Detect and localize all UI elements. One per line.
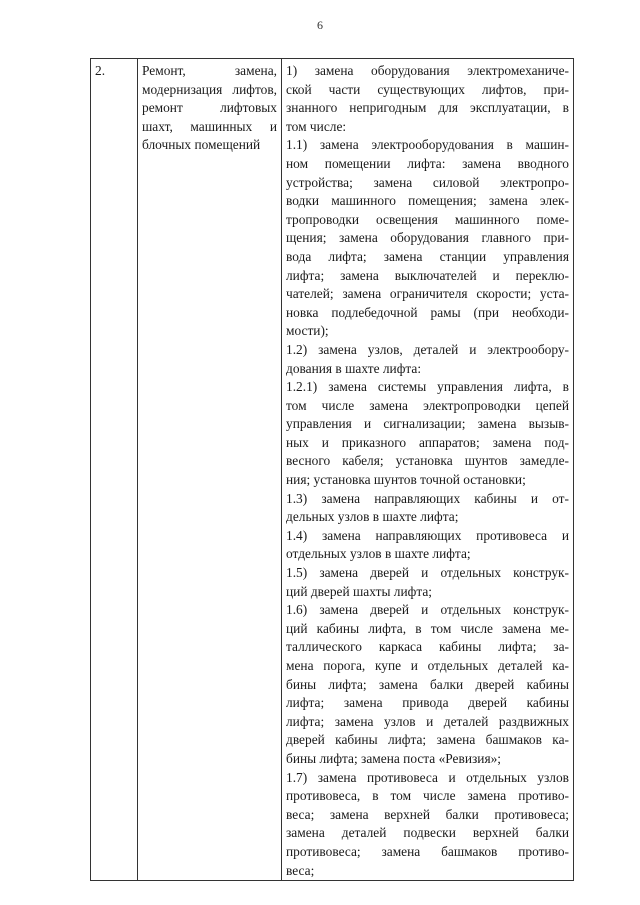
- description-line: 1.1) замена электрооборудования в машин-: [286, 137, 569, 153]
- description-paragraph: [286, 378, 569, 490]
- description-line: 1.2) замена узлов, деталей и электрообору-: [286, 341, 569, 357]
- description-line: дования в шахте лифта:: [286, 360, 422, 376]
- description-line: 1.7) замена противовеса и отдельных узлов: [286, 769, 569, 785]
- description-line: устройства; замена силовой электропро-: [286, 174, 569, 190]
- row-number: 2.: [91, 59, 138, 881]
- description-line: таллического каркаса кабины лифта; за-: [286, 639, 569, 655]
- description-line: ций кабины лифта, в том числе замена ме-: [286, 620, 569, 636]
- description-paragraph: [286, 490, 569, 527]
- description-line: противовеса, в том числе замена противо-: [286, 788, 569, 804]
- description-line: щения; замена оборудования главного при-: [286, 230, 569, 246]
- description-line: новка подлебедочной рамы (при необходи-: [286, 304, 569, 320]
- description-line: 1.6) замена дверей и отдельных конструк-: [286, 602, 569, 618]
- description-line: бины лифта; замена балки дверей кабины: [286, 676, 569, 692]
- description-line: том числе:: [286, 118, 347, 134]
- work-title-cell: [138, 59, 282, 881]
- description-line: мости);: [286, 323, 329, 339]
- description-line: 1.3) замена направляющих кабины и от-: [286, 490, 569, 506]
- description-line: веса;: [286, 862, 315, 878]
- description-line: ской части существующих лифтов, при-: [286, 81, 569, 97]
- description-line: лифта; замена привода дверей кабины: [286, 695, 569, 711]
- description-paragraph: [286, 527, 569, 564]
- description-line: управления и сигнализации; замена вызыв-: [286, 416, 569, 432]
- description-line: дельных узлов в шахте лифта;: [286, 509, 459, 525]
- description-line: водки машинного помещения; замена элек-: [286, 193, 569, 209]
- description-line: дверей кабины лифта; замена башмаков ка-: [286, 732, 569, 748]
- description-paragraph: [286, 136, 569, 341]
- description-line: отдельных узлов в шахте лифта;: [286, 546, 471, 562]
- description-line: лифта; замена выключателей и переклю-: [286, 267, 569, 283]
- description-line: мена порога, купе и отдельных деталей ка-: [286, 658, 569, 673]
- description-line: бины лифта; замена поста «Ревизия»;: [286, 750, 502, 766]
- description-line: замена деталей подвески верхней балки: [286, 825, 569, 841]
- description-paragraph: [286, 769, 569, 881]
- description-line: веса; замена верхней балки противовеса;: [286, 806, 569, 822]
- description-line: весного кабеля; установка шунтов замедле-: [286, 453, 569, 469]
- description-line: 1.5) замена дверей и отдельных конструк-: [286, 565, 569, 581]
- description-line: противовеса; замена башмаков противо-: [286, 843, 569, 859]
- description-line: ния; установка шунтов точной остановки;: [286, 472, 526, 488]
- description-line: тропроводки освещения машинного поме-: [286, 211, 569, 227]
- description-line: том числе замена электропроводки цепей: [286, 397, 569, 413]
- description-line: чателей; замена ограничителя скорости; уста-: [286, 286, 569, 302]
- works-table: [90, 58, 574, 881]
- description-line: лифта; замена узлов и деталей раздвижных: [286, 713, 569, 729]
- description-line: ных и приказного аппаратов; замена под-: [286, 434, 569, 450]
- description-paragraph: [286, 564, 569, 601]
- work-description-cell: [282, 59, 574, 881]
- description-line: 1.2.1) замена системы управления лифта, в: [286, 379, 569, 395]
- description-paragraph: [286, 62, 569, 136]
- description-line: ном помещении лифта: замена вводного: [286, 155, 569, 171]
- description-paragraph: [286, 601, 569, 768]
- description-line: знанного непригодным для эксплуатации, в: [286, 100, 569, 116]
- description-line: 1.4) замена направляющих противовеса и: [286, 527, 569, 543]
- description-line: вода лифта; замена станции управления: [286, 248, 569, 264]
- description-line: 1) замена оборудования электромеханиче-: [286, 63, 569, 78]
- work-description: [286, 62, 569, 880]
- page-number: 6: [317, 18, 323, 32]
- description-paragraph: [286, 341, 569, 378]
- description-line: ций дверей шахты лифта;: [286, 583, 433, 599]
- work-title: Ремонт, замена, модернизация лифтов, ремонт лифтовых шахт, машинных и блочных помещений: [142, 63, 277, 153]
- table-row: [91, 59, 574, 881]
